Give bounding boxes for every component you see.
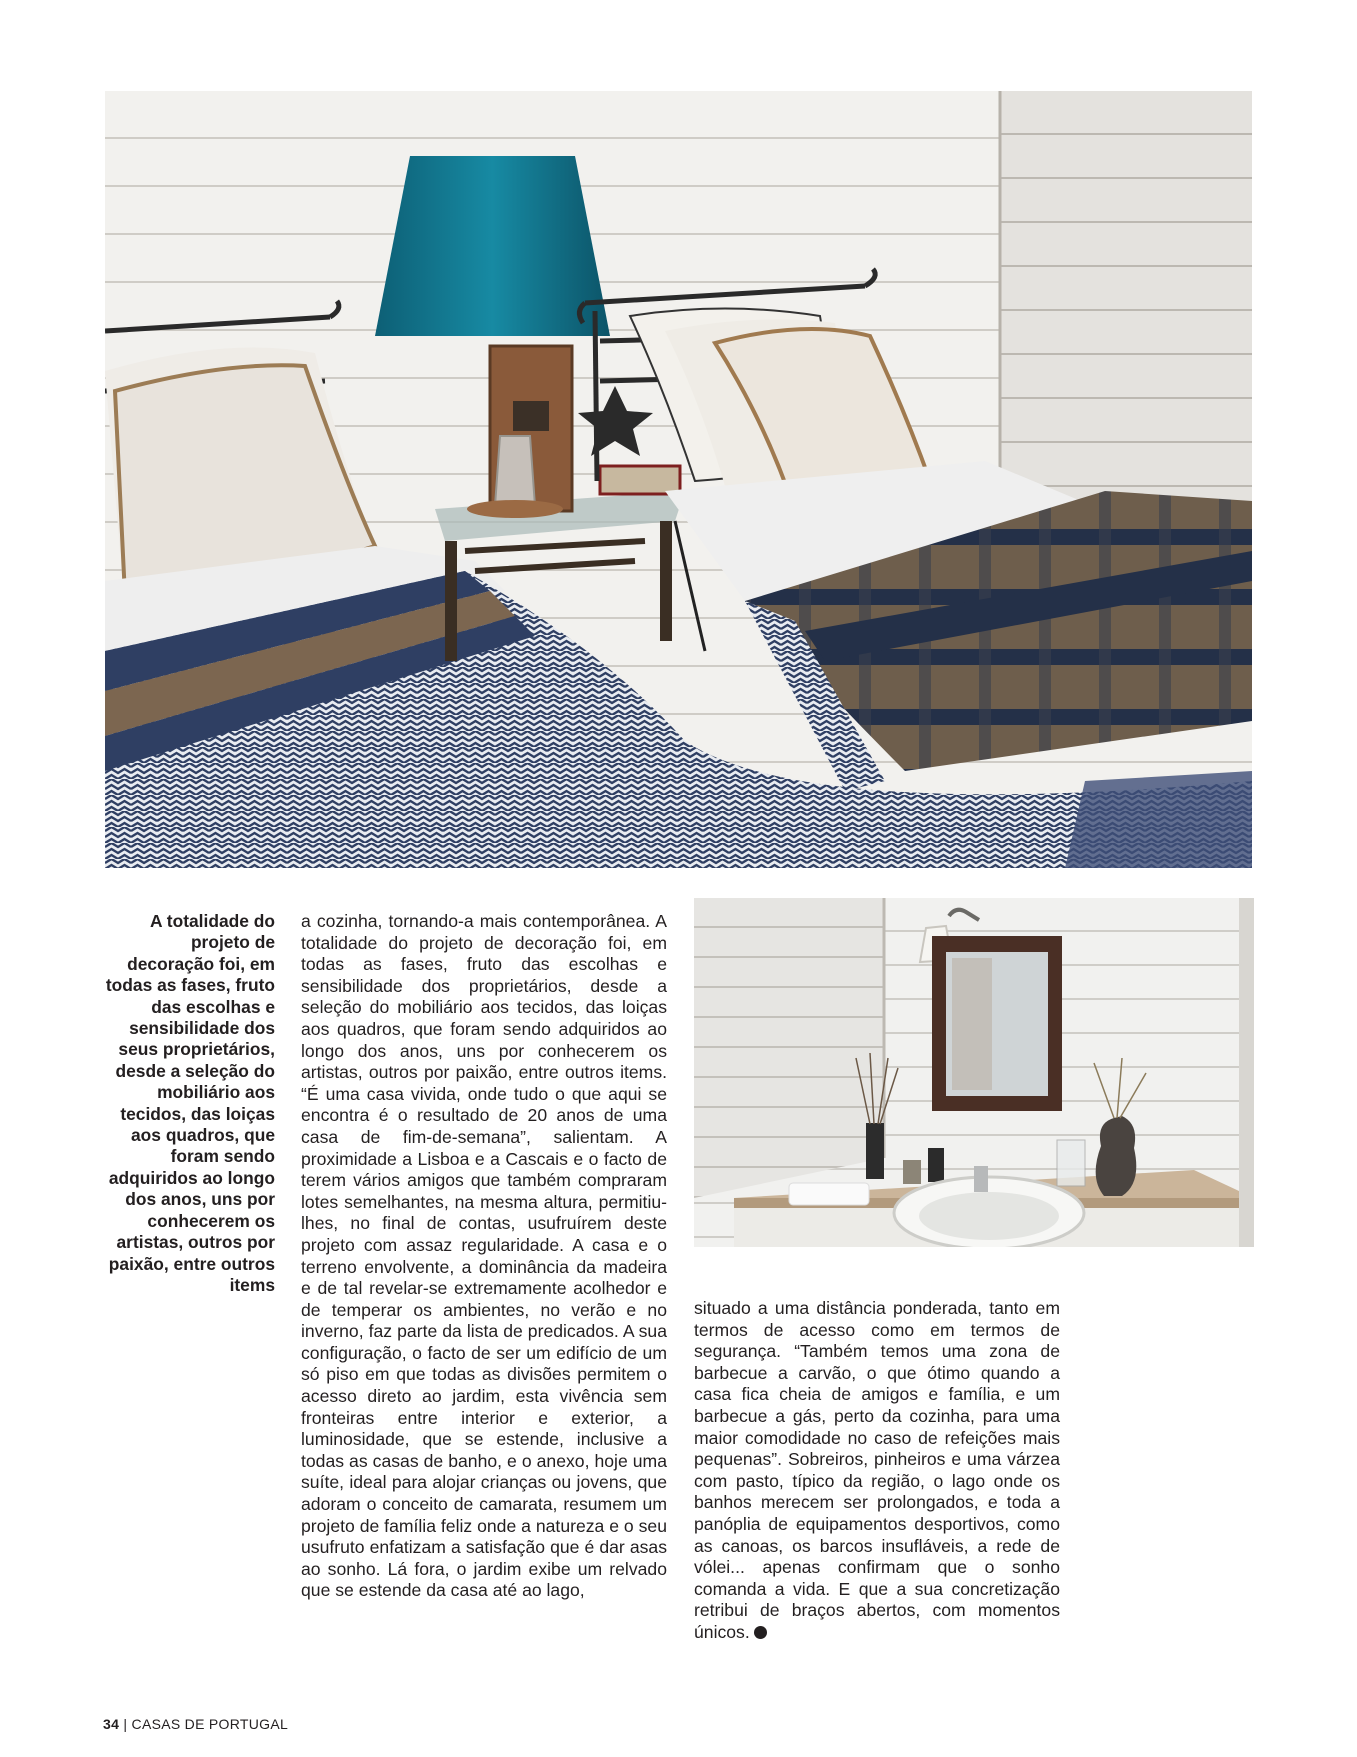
body-column-middle: a cozinha, tornando-a mais contemporânea. A totalidade do projeto de decoração foi, em todas as fases, fruto das escolhas e sensibilidade dos proprietários, desde a seleção do mobiliário aos tecidos, das loiças aos quadros, que foram sendo adquiridos ao longo dos anos, uns por conhecerem os artistas, outros por paixão, entre outros items. “É uma casa vivida, onde tudo o que aqui se encontra é o resultado de 20 anos de uma casa de fim-de-semana”, salientam. A proximidade a Lisboa e a Cascais e o facto de terem vários amigos que também compraram lotes semelhantes, na mesma altura, permitiu-lhes, no final de contas, usufruírem deste projeto com assaz regularidade. A casa e o terreno envolvente, a dominância da madeira e de tal revelar-se extremamente acolhedor e de temperar os ambientes, no verão e no inverno, faz parte da lista de predicados. A sua configuração, o facto de ser um edifício de um só piso em que todas as divisões permitem o acesso direto ao jardim, esta vivência sem fronteiras entre interior e exterior, a luminosidade, que se estende, inclusive a todas as casas de banho, e o anexo, hoje uma suíte, ideal para alojar crianças ou jovens, que adoram o conceito de camarata, resumem um projeto de família feliz onde a natureza e o seu usufruto enfatizam a satisfação que é dar asas ao sonho. Lá fora, o jardim exibe um relvado que se estende da casa até ao lago, [301, 911, 667, 1601]
magazine-name: CASAS DE PORTUGAL [131, 1716, 289, 1732]
bathroom-photo [694, 898, 1254, 1247]
end-of-article-bullet-icon [754, 1626, 767, 1639]
bedroom-photo [105, 91, 1252, 868]
body-column-right [694, 1298, 1060, 1644]
bathroom-illustration [694, 898, 1254, 1247]
bedroom-illustration [105, 91, 1252, 868]
page-footer [103, 1716, 288, 1732]
footer-separator: | [123, 1716, 128, 1732]
pull-quote: A totalidade do projeto de decoração foi, em todas as fases, fruto das escolhas e sensibilidade dos seus proprietários, desde a seleção do mobiliário aos tecidos, das loiças aos quadros, que foram sendo adquiridos ao longo dos anos, uns por conhecerem os artistas, outros por paixão, entre outros items [105, 911, 275, 1295]
body-column-right-text: situado a uma distância ponderada, tanto em termos de acesso como em termos de segurança. “Também temos uma zona de barbecue a carvão, o que ótimo quando a casa fica cheia de amigos e família, e um barbecue a gás, perto da cozinha, para uma maior comodidade no caso de refeições mais pequenas”. Sobreiros, pinheiros e uma várzea com pasto, típico da região, o lago onde os banhos merecem ser prolongados, e toda a panóplia de equipamentos desportivos, como as canoas, os barcos insufláveis, a rede de vólei... apenas confirmam que o sonho comanda a vida. E que a sua concretização retribui de braços abertos, com momentos únicos. [694, 1298, 1060, 1642]
page-number: 34 [103, 1716, 120, 1732]
